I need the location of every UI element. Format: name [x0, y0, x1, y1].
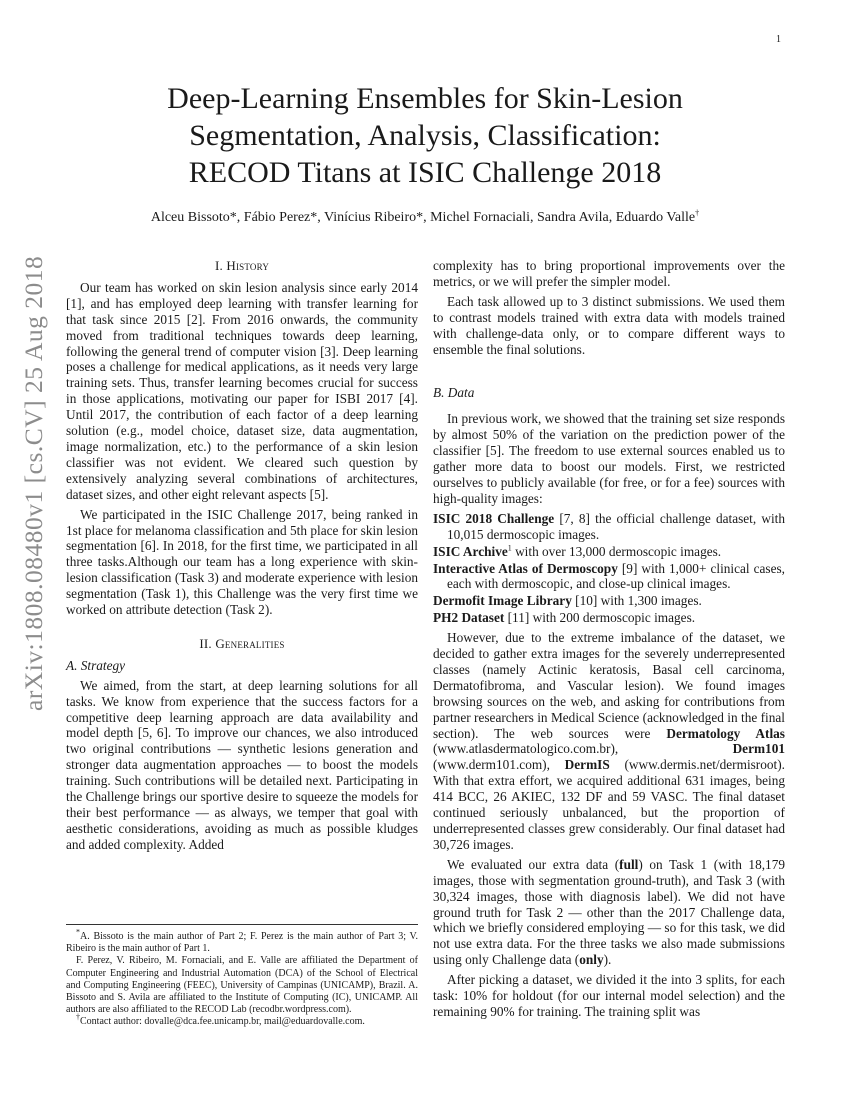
section-heading-history: I. History [214, 258, 270, 273]
paragraph: Each task allowed up to 3 distinct submissions. We used them to contrast models trained with extra data with models trained with challenge-data only, or to compare different ways to ensemble the final solutions. [433, 293, 785, 357]
list-item: Interactive Atlas of Dermoscopy [9] with 1,000+ clinical cases, each with dermoscopic, and close-up clinical images. [433, 560, 785, 592]
footnote: †Contact author: dovalle@dca.fee.unicamp.br, mail@eduardovalle.com. [76, 1013, 365, 1028]
footnotes [66, 924, 418, 1029]
title-line: Deep-Learning Ensembles for Skin-Lesion [167, 82, 683, 115]
title-line: RECOD Titans at ISIC Challenge 2018 [188, 156, 662, 189]
list-item: Dermofit Image Library [10] with 1,300 images. [433, 593, 702, 609]
footnote: F. Perez, V. Ribeiro, M. Fornaciali, and E. Valle are affiliated the Department of Computer Engineering and Industrial Automation (DCA) of the School of Electrical and Computing Engineering (FEEC), University of Campinas (UNICAMP), Brazil. A. Bissoto and S. Avila are affiliated to the Institute of Computing (IC), UNICAMP. All authors are also affiliated to the RECOD Lab (recodbr.wordpress.com). [66, 955, 418, 1016]
paragraph: In previous work, we showed that the training set size responds by almost 50% of the variation on the prediction power of the classifier [5]. The freedom to use external sources enabled us to gather more data to boost our models. First, we restricted ourselves to publicly available (for free, or for a fee) sources with high-quality images: [433, 411, 785, 506]
contact-author-mark: † [695, 208, 700, 218]
author-names: Alceu Bissoto*, Fábio Perez*, Vinícius Ribeiro*, Michel Fornaciali, Sandra Avila, Eduardo Valle [150, 210, 696, 225]
subsection-heading-data: B. Data [433, 385, 475, 401]
title-line: Segmentation, Analysis, Classification: [189, 119, 661, 152]
page-number: 1 [776, 34, 781, 45]
data-sources-list [433, 511, 785, 626]
section-heading-generalities: II. Generalities [199, 635, 285, 651]
paragraph: Our team has worked on skin lesion analysis since early 2014 [1], and has employed deep learning with transfer learning for that task since 2015 [2]. From 2016 onwards, the community moved from traditional techniques towards deep learning, following the general trend of computer vision [3]. Deep learning poses a challenge for medical applications, as it needs very large training sets. Thus, transfer learning becomes crucial for success in those applications, motivating our paper for ISBI 2017 [4]. Until 2017, the contribution of each factor of a deep learning solution (e.g., model choice, dataset size, data augmentation, image normalization, etc.) to the performance of a skin lesion classifier was not evident. We cleared such question by extensively analyzing several combinations of architectures, dataset sizes, and other eight relevant aspects [5]. [66, 279, 418, 502]
list-item: PH2 Dataset [11] with 200 dermoscopic images. [433, 610, 696, 626]
paragraph: We evaluated our extra data (full) on Task 1 (with 18,179 images, those with segmentation ground-truth), and Task 3 (with 30,324 images, those with diagnosis label). We did not have ground truth for Task 2 — other than the 2017 Challenge data, which we briefly considered employing — so for this task, we did not use extra data. For the three tasks we also made submissions using only Challenge data (only). [433, 856, 786, 968]
paragraph: We participated in the ISIC Challenge 2017, being ranked in 1st place for melanoma classification and 5th place for skin lesion segmentation [6]. In 2018, for the first time, we participated in all three tasks.Although our team has a long experience with skin-lesion classification (Task 3) and moderate experience with lesion segmentation (Task 1), this Challenge was the very first time we worked on attribute detection (Task 2). [66, 506, 418, 618]
list-item: ISIC Archive$^1$ with over 13,000 dermoscopic images. [433, 543, 722, 559]
left-column [66, 258, 418, 857]
paragraph: complexity has to bring proportional improvements over the metrics, or we will prefer the simpler model. [433, 258, 785, 289]
paragraph: We aimed, from the start, at deep learning solutions for all tasks. We know from experience that the success factors for a competitive deep learning approach are data availability and model depth [5, 6]. To improve our chances, we also introduced two original contributions — synthetic lesions generation and stronger data augmentation approaches — to boost the models training. Such contributions will be detailed next. Participating in the Challenge brings our sportive desire to squeeze the models for their best performance — as always, we temper that goal with aesthetic considerations, avoiding as much as possible kludges and added complexity. Added [66, 677, 418, 852]
paper-title [100, 80, 750, 191]
author-list [60, 210, 790, 226]
arxiv-identifier-stamp: arXiv:1808.08480v1 [cs.CV] 25 Aug 2018 [19, 255, 48, 711]
subsection-heading-strategy: A. Strategy [66, 657, 126, 673]
right-column [433, 258, 785, 1024]
paragraph: After picking a dataset, we divided it the into 3 splits, for each task: 10% for holdout (for our internal model selection) and the remaining 90% for training. The training split was [433, 972, 785, 1019]
paragraph: However, due to the extreme imbalance of the dataset, we decided to gather extra images for the severely underrepresented classes (namely Actinic keratosis, Basal cell carcinoma, Dermatofibroma, and Vascular lesion). We found images browsing sources on the web, and asking for contributions from partner researchers in Medical Science (acknowledged in the final section). The web sources were Dermatology Atlas (www.atlasdermatologico.com.br), Derm101 (www.derm101.com), DermIS (www.dermis.net/dermisroot). With that extra effort, we acquired additional 631 images, being 414 BCC, 26 AKIEC, 132 DF and 59 VASC. The final dataset continued seriously unbalanced, but the proportion of underrepresented classes grew considerably. Our final dataset had 30,726 images. [433, 630, 785, 852]
footnote: *A. Bissoto is the main author of Part 2; F. Perez is the main author of Part 3; V. Ribeiro is the main author of Part 1. [66, 927, 418, 955]
list-item: ISIC 2018 Challenge [7, 8] the official challenge dataset, with 10,015 dermoscopic images. [433, 510, 785, 542]
